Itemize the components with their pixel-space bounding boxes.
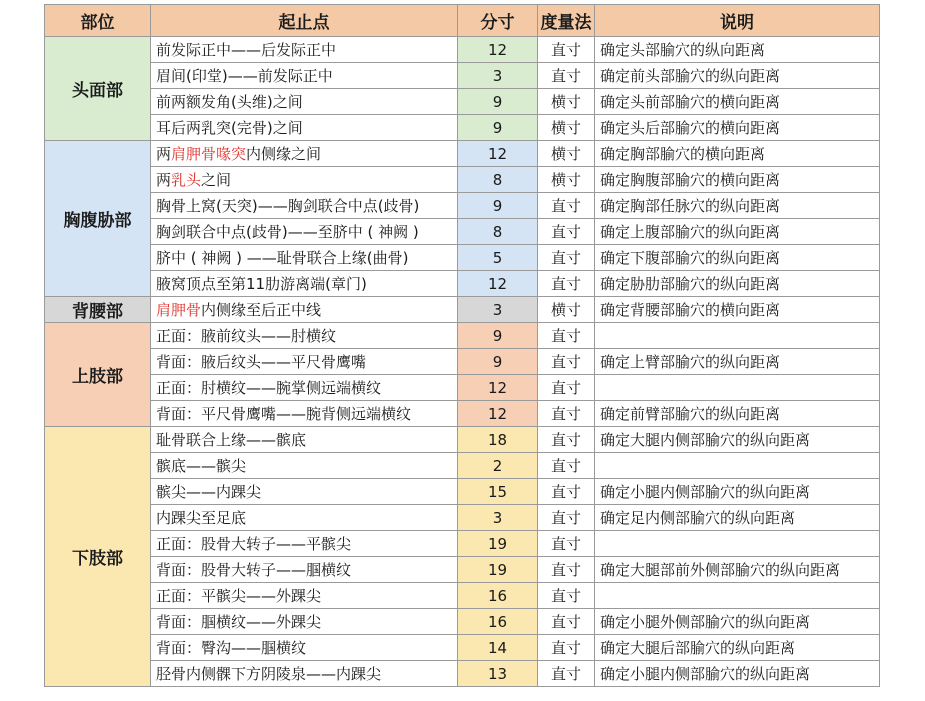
table-row <box>45 141 880 167</box>
range-text: 胫骨内侧髁下方阴陵泉——内踝尖 <box>156 665 382 683</box>
cun-cell: 9 <box>458 349 538 375</box>
range-text: 耻骨联合上缘——髌底 <box>156 431 307 449</box>
range-cell <box>151 323 458 349</box>
range-text: 两 <box>156 145 172 163</box>
range-cell <box>151 141 458 167</box>
method-cell: 直寸 <box>538 245 595 271</box>
cun-cell: 9 <box>458 323 538 349</box>
range-text: 耳后两乳突(完骨)之间 <box>156 119 303 137</box>
range-text: 两 <box>156 171 172 189</box>
description-cell: 确定大腿内侧部腧穴的纵向距离 <box>595 427 880 453</box>
cun-cell: 15 <box>458 479 538 505</box>
method-cell: 横寸 <box>538 297 595 323</box>
range-cell <box>151 635 458 661</box>
table-row <box>45 479 880 505</box>
header-cun: 分寸 <box>458 5 538 37</box>
range-text: 正面：腋前纹头——肘横纹 <box>156 327 337 345</box>
table-row <box>45 401 880 427</box>
bone-proportional-cun-table <box>44 4 880 687</box>
description-cell: 确定头前部腧穴的横向距离 <box>595 89 880 115</box>
table-row <box>45 219 880 245</box>
range-text: 之间 <box>201 171 232 189</box>
range-text: 内踝尖至足底 <box>156 509 247 527</box>
method-cell: 直寸 <box>538 583 595 609</box>
table-row <box>45 271 880 297</box>
description-cell <box>595 531 880 557</box>
description-cell: 确定大腿部前外侧部腧穴的纵向距离 <box>595 557 880 583</box>
table-row <box>45 349 880 375</box>
range-cell <box>151 583 458 609</box>
table-row <box>45 635 880 661</box>
method-cell: 直寸 <box>538 323 595 349</box>
region-cell-upper-limb: 上肢部 <box>45 323 151 427</box>
range-text: 眉间(印堂)——前发际正中 <box>156 67 333 85</box>
description-cell: 确定前头部腧穴的纵向距离 <box>595 63 880 89</box>
range-text: 胸剑联合中点(歧骨)——至脐中 ( 神阙 ) <box>156 223 419 241</box>
table-row <box>45 323 880 349</box>
range-text: 前两额发角(头维)之间 <box>156 93 303 111</box>
table-row <box>45 63 880 89</box>
range-cell <box>151 115 458 141</box>
table-row <box>45 531 880 557</box>
description-cell <box>595 375 880 401</box>
method-cell: 直寸 <box>538 531 595 557</box>
range-cell <box>151 479 458 505</box>
range-text: 背面：腋后纹头——平尺骨鹰嘴 <box>156 353 367 371</box>
cun-cell: 19 <box>458 531 538 557</box>
range-text: 前发际正中——后发际正中 <box>156 41 337 59</box>
cun-cell: 13 <box>458 661 538 687</box>
description-cell <box>595 323 880 349</box>
description-cell: 确定胸部任脉穴的纵向距离 <box>595 193 880 219</box>
range-cell <box>151 609 458 635</box>
description-cell: 确定胁肋部腧穴的纵向距离 <box>595 271 880 297</box>
cun-cell: 12 <box>458 37 538 63</box>
method-cell: 直寸 <box>538 63 595 89</box>
cun-cell: 12 <box>458 375 538 401</box>
range-text: 腋窝顶点至第11肋游离端(章门) <box>156 275 367 293</box>
description-cell: 确定前臂部腧穴的纵向距离 <box>595 401 880 427</box>
highlighted-landmark: 肩胛骨 <box>156 301 202 319</box>
method-cell: 直寸 <box>538 635 595 661</box>
description-cell: 确定足内侧部腧穴的纵向距离 <box>595 505 880 531</box>
description-cell: 确定头部腧穴的纵向距离 <box>595 37 880 63</box>
highlighted-landmark: 肩胛骨喙突 <box>171 145 247 163</box>
method-cell: 直寸 <box>538 219 595 245</box>
description-cell <box>595 453 880 479</box>
method-cell: 直寸 <box>538 349 595 375</box>
cun-cell: 8 <box>458 167 538 193</box>
description-cell: 确定头后部腧穴的横向距离 <box>595 115 880 141</box>
range-text: 髌尖——内踝尖 <box>156 483 262 501</box>
range-cell <box>151 505 458 531</box>
cun-cell: 3 <box>458 505 538 531</box>
cun-cell: 3 <box>458 297 538 323</box>
method-cell: 直寸 <box>538 271 595 297</box>
cun-cell: 9 <box>458 89 538 115</box>
table-row <box>45 297 880 323</box>
method-cell: 直寸 <box>538 557 595 583</box>
range-cell <box>151 245 458 271</box>
table-row <box>45 557 880 583</box>
table-row <box>45 661 880 687</box>
range-cell <box>151 531 458 557</box>
range-text: 背面：平尺骨鹰嘴——腕背侧远端横纹 <box>156 405 412 423</box>
description-cell: 确定下腹部腧穴的纵向距离 <box>595 245 880 271</box>
header-row <box>45 5 880 37</box>
description-cell: 确定小腿内侧部腧穴的纵向距离 <box>595 479 880 505</box>
bone-proportional-cun-table-wrapper <box>44 4 880 687</box>
method-cell: 直寸 <box>538 505 595 531</box>
range-text: 正面：平髌尖——外踝尖 <box>156 587 322 605</box>
range-text: 正面：股骨大转子——平髌尖 <box>156 535 352 553</box>
table-row <box>45 583 880 609</box>
range-cell <box>151 193 458 219</box>
table-row <box>45 167 880 193</box>
description-cell: 确定大腿后部腧穴的纵向距离 <box>595 635 880 661</box>
description-cell: 确定胸腹部腧穴的横向距离 <box>595 167 880 193</box>
cun-cell: 5 <box>458 245 538 271</box>
method-cell: 直寸 <box>538 479 595 505</box>
method-cell: 直寸 <box>538 375 595 401</box>
range-cell <box>151 219 458 245</box>
header-description: 说明 <box>595 5 880 37</box>
range-text: 正面：肘横纹——腕掌侧远端横纹 <box>156 379 382 397</box>
range-cell <box>151 453 458 479</box>
description-cell: 确定小腿外侧部腧穴的纵向距离 <box>595 609 880 635</box>
table-row <box>45 37 880 63</box>
table-row <box>45 115 880 141</box>
range-cell <box>151 37 458 63</box>
description-cell: 确定上臂部腧穴的纵向距离 <box>595 349 880 375</box>
region-cell-lower-limb: 下肢部 <box>45 427 151 687</box>
table-row <box>45 427 880 453</box>
method-cell: 横寸 <box>538 141 595 167</box>
highlighted-landmark: 乳头 <box>171 171 202 189</box>
range-cell <box>151 271 458 297</box>
range-cell <box>151 375 458 401</box>
description-cell <box>595 583 880 609</box>
cun-cell: 12 <box>458 141 538 167</box>
range-cell <box>151 401 458 427</box>
region-cell-back-waist: 背腰部 <box>45 297 151 323</box>
cun-cell: 14 <box>458 635 538 661</box>
method-cell: 直寸 <box>538 453 595 479</box>
range-cell <box>151 427 458 453</box>
range-text: 内侧缘至后正中线 <box>201 301 322 319</box>
range-cell <box>151 557 458 583</box>
cun-cell: 19 <box>458 557 538 583</box>
range-cell <box>151 349 458 375</box>
cun-cell: 12 <box>458 271 538 297</box>
method-cell: 直寸 <box>538 37 595 63</box>
description-cell: 确定胸部腧穴的横向距离 <box>595 141 880 167</box>
cun-cell: 16 <box>458 583 538 609</box>
table-row <box>45 89 880 115</box>
cun-cell: 12 <box>458 401 538 427</box>
method-cell: 直寸 <box>538 661 595 687</box>
range-text: 内侧缘之间 <box>246 145 322 163</box>
method-cell: 直寸 <box>538 427 595 453</box>
cun-cell: 2 <box>458 453 538 479</box>
range-text: 髌底——髌尖 <box>156 457 247 475</box>
table-body <box>45 37 880 687</box>
description-cell: 确定小腿内侧部腧穴的纵向距离 <box>595 661 880 687</box>
range-text: 脐中 ( 神阙 ) ——耻骨联合上缘(曲骨) <box>156 249 409 267</box>
cun-cell: 8 <box>458 219 538 245</box>
range-cell <box>151 297 458 323</box>
range-text: 胸骨上窝(天突)——胸剑联合中点(歧骨) <box>156 197 420 215</box>
table-row <box>45 245 880 271</box>
method-cell: 直寸 <box>538 609 595 635</box>
range-cell <box>151 63 458 89</box>
cun-cell: 3 <box>458 63 538 89</box>
method-cell: 横寸 <box>538 89 595 115</box>
header-method: 度量法 <box>538 5 595 37</box>
cun-cell: 18 <box>458 427 538 453</box>
method-cell: 横寸 <box>538 167 595 193</box>
table-row <box>45 193 880 219</box>
description-cell: 确定背腰部腧穴的横向距离 <box>595 297 880 323</box>
cun-cell: 9 <box>458 115 538 141</box>
range-text: 背面：臀沟——腘横纹 <box>156 639 307 657</box>
header-range: 起止点 <box>151 5 458 37</box>
method-cell: 直寸 <box>538 401 595 427</box>
method-cell: 横寸 <box>538 115 595 141</box>
region-cell-chest-abdomen: 胸腹胁部 <box>45 141 151 297</box>
range-text: 背面：股骨大转子——腘横纹 <box>156 561 352 579</box>
table-row <box>45 453 880 479</box>
range-text: 背面：腘横纹——外踝尖 <box>156 613 322 631</box>
region-cell-head-face: 头面部 <box>45 37 151 141</box>
table-row <box>45 375 880 401</box>
table-row <box>45 505 880 531</box>
range-cell <box>151 167 458 193</box>
range-cell <box>151 661 458 687</box>
method-cell: 直寸 <box>538 193 595 219</box>
description-cell: 确定上腹部腧穴的纵向距离 <box>595 219 880 245</box>
cun-cell: 16 <box>458 609 538 635</box>
table-row <box>45 609 880 635</box>
cun-cell: 9 <box>458 193 538 219</box>
header-region: 部位 <box>45 5 151 37</box>
range-cell <box>151 89 458 115</box>
